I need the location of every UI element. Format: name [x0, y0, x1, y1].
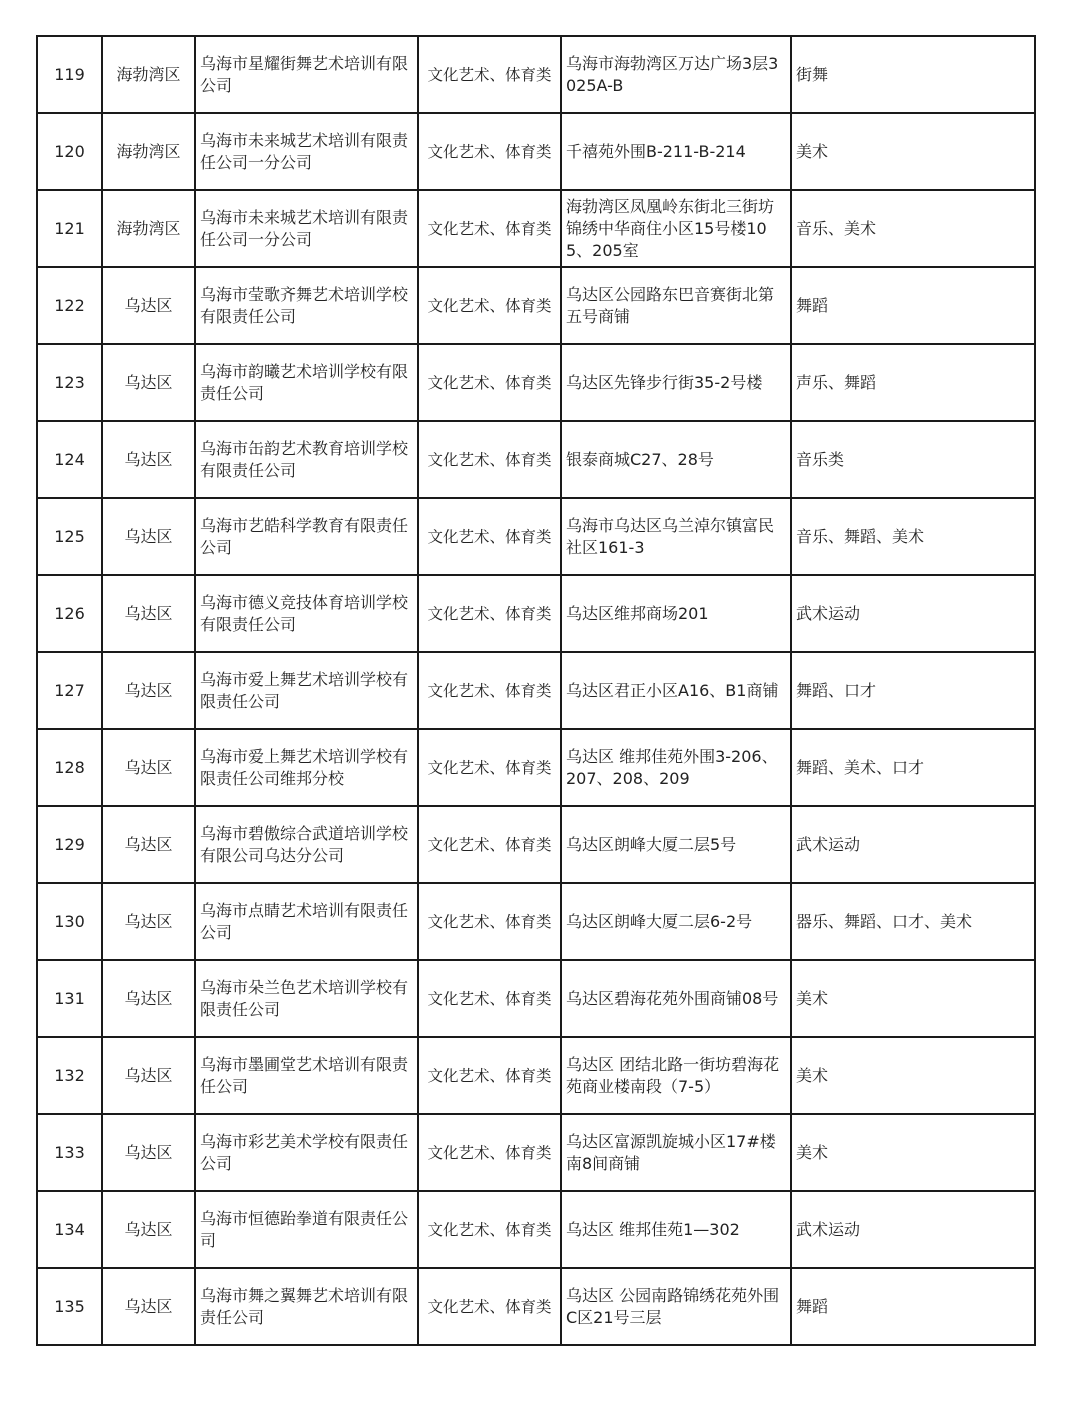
programs-cell: 器乐、舞蹈、口才、美术 — [791, 883, 1035, 960]
institution-name-cell: 乌海市恒德跆拳道有限责任公司 — [195, 1191, 418, 1268]
institution-name-cell: 乌海市未来城艺术培训有限责任公司一分公司 — [195, 113, 418, 190]
category-cell: 文化艺术、体育类 — [418, 806, 561, 883]
category-cell: 文化艺术、体育类 — [418, 113, 561, 190]
programs-cell: 音乐、美术 — [791, 190, 1035, 267]
programs-cell: 舞蹈、美术、口才 — [791, 729, 1035, 806]
programs-cell: 舞蹈 — [791, 1268, 1035, 1345]
programs-cell: 武术运动 — [791, 1191, 1035, 1268]
district-cell: 乌达区 — [102, 1037, 195, 1114]
programs-cell: 音乐类 — [791, 421, 1035, 498]
category-cell: 文化艺术、体育类 — [418, 575, 561, 652]
category-cell: 文化艺术、体育类 — [418, 1191, 561, 1268]
row-number: 119 — [37, 36, 102, 113]
address-cell: 乌达区先锋步行街35-2号楼 — [561, 344, 791, 421]
table-row — [37, 421, 1035, 498]
district-cell: 乌达区 — [102, 1191, 195, 1268]
category-cell: 文化艺术、体育类 — [418, 1037, 561, 1114]
address-cell: 海勃湾区凤凰岭东街北三街坊锦绣中华商住小区15号楼105、205室 — [561, 190, 791, 267]
institution-name-cell: 乌海市未来城艺术培训有限责任公司一分公司 — [195, 190, 418, 267]
institution-name-cell: 乌海市莹歌齐舞艺术培训学校有限责任公司 — [195, 267, 418, 344]
programs-cell: 美术 — [791, 1114, 1035, 1191]
table-row — [37, 190, 1035, 267]
table-row — [37, 1191, 1035, 1268]
row-number: 120 — [37, 113, 102, 190]
row-number: 133 — [37, 1114, 102, 1191]
address-cell: 乌达区 公园南路锦绣花苑外围C区21号三层 — [561, 1268, 791, 1345]
institution-name-cell: 乌海市韵曦艺术培训学校有限责任公司 — [195, 344, 418, 421]
district-cell: 海勃湾区 — [102, 113, 195, 190]
address-cell: 乌达区维邦商场201 — [561, 575, 791, 652]
institution-name-cell: 乌海市点睛艺术培训有限责任公司 — [195, 883, 418, 960]
table-row — [37, 267, 1035, 344]
district-cell: 乌达区 — [102, 806, 195, 883]
address-cell: 乌海市乌达区乌兰淖尔镇富民社区161-3 — [561, 498, 791, 575]
row-number: 132 — [37, 1037, 102, 1114]
district-cell: 乌达区 — [102, 883, 195, 960]
institution-name-cell: 乌海市艺皓科学教育有限责任公司 — [195, 498, 418, 575]
programs-cell: 声乐、舞蹈 — [791, 344, 1035, 421]
institution-name-cell: 乌海市缶韵艺术教育培训学校有限责任公司 — [195, 421, 418, 498]
institution-name-cell: 乌海市德义竞技体育培训学校有限责任公司 — [195, 575, 418, 652]
category-cell: 文化艺术、体育类 — [418, 1268, 561, 1345]
district-cell: 乌达区 — [102, 421, 195, 498]
category-cell: 文化艺术、体育类 — [418, 652, 561, 729]
row-number: 124 — [37, 421, 102, 498]
row-number: 134 — [37, 1191, 102, 1268]
category-cell: 文化艺术、体育类 — [418, 344, 561, 421]
district-cell: 乌达区 — [102, 267, 195, 344]
address-cell: 银泰商城C27、28号 — [561, 421, 791, 498]
address-cell: 乌达区公园路东巴音赛街北第五号商铺 — [561, 267, 791, 344]
category-cell: 文化艺术、体育类 — [418, 421, 561, 498]
institution-name-cell: 乌海市星耀街舞艺术培训有限公司 — [195, 36, 418, 113]
category-cell: 文化艺术、体育类 — [418, 729, 561, 806]
institution-name-cell: 乌海市爱上舞艺术培训学校有限责任公司 — [195, 652, 418, 729]
table-row — [37, 883, 1035, 960]
programs-cell: 美术 — [791, 1037, 1035, 1114]
district-cell: 海勃湾区 — [102, 190, 195, 267]
programs-cell: 武术运动 — [791, 575, 1035, 652]
address-cell: 乌达区君正小区A16、B1商铺 — [561, 652, 791, 729]
table-row — [37, 575, 1035, 652]
address-cell: 乌达区朗峰大厦二层5号 — [561, 806, 791, 883]
address-cell: 乌达区富源凯旋城小区17#楼南8间商铺 — [561, 1114, 791, 1191]
row-number: 126 — [37, 575, 102, 652]
row-number: 125 — [37, 498, 102, 575]
table-row — [37, 344, 1035, 421]
institution-name-cell: 乌海市朵兰色艺术培训学校有限责任公司 — [195, 960, 418, 1037]
row-number: 135 — [37, 1268, 102, 1345]
table-body — [37, 36, 1035, 1345]
category-cell: 文化艺术、体育类 — [418, 883, 561, 960]
institution-name-cell: 乌海市墨圃堂艺术培训有限责任公司 — [195, 1037, 418, 1114]
address-cell: 乌达区 维邦佳苑外围3-206、207、208、209 — [561, 729, 791, 806]
address-cell: 乌达区 维邦佳苑1—302 — [561, 1191, 791, 1268]
table-row — [37, 113, 1035, 190]
institution-name-cell: 乌海市舞之翼舞艺术培训有限责任公司 — [195, 1268, 418, 1345]
row-number: 129 — [37, 806, 102, 883]
district-cell: 乌达区 — [102, 1114, 195, 1191]
category-cell: 文化艺术、体育类 — [418, 267, 561, 344]
address-cell: 乌达区碧海花苑外围商铺08号 — [561, 960, 791, 1037]
table-row — [37, 960, 1035, 1037]
row-number: 123 — [37, 344, 102, 421]
programs-cell: 音乐、舞蹈、美术 — [791, 498, 1035, 575]
row-number: 131 — [37, 960, 102, 1037]
address-cell: 乌达区朗峰大厦二层6-2号 — [561, 883, 791, 960]
row-number: 122 — [37, 267, 102, 344]
table-row — [37, 652, 1035, 729]
institution-name-cell: 乌海市彩艺美术学校有限责任公司 — [195, 1114, 418, 1191]
programs-cell: 街舞 — [791, 36, 1035, 113]
district-cell: 乌达区 — [102, 575, 195, 652]
table-row — [37, 498, 1035, 575]
table-row — [37, 1114, 1035, 1191]
table-row — [37, 36, 1035, 113]
row-number: 127 — [37, 652, 102, 729]
row-number: 121 — [37, 190, 102, 267]
category-cell: 文化艺术、体育类 — [418, 498, 561, 575]
category-cell: 文化艺术、体育类 — [418, 1114, 561, 1191]
institution-table — [36, 35, 1036, 1346]
district-cell: 乌达区 — [102, 498, 195, 575]
district-cell: 海勃湾区 — [102, 36, 195, 113]
address-cell: 乌达区 团结北路一街坊碧海花苑商业楼南段（7-5） — [561, 1037, 791, 1114]
row-number: 130 — [37, 883, 102, 960]
district-cell: 乌达区 — [102, 344, 195, 421]
address-cell: 乌海市海勃湾区万达广场3层3025A-B — [561, 36, 791, 113]
district-cell: 乌达区 — [102, 960, 195, 1037]
programs-cell: 美术 — [791, 960, 1035, 1037]
table-row — [37, 1268, 1035, 1345]
programs-cell: 舞蹈、口才 — [791, 652, 1035, 729]
institution-name-cell: 乌海市爱上舞艺术培训学校有限责任公司维邦分校 — [195, 729, 418, 806]
category-cell: 文化艺术、体育类 — [418, 190, 561, 267]
address-cell: 千禧苑外围B-211-B-214 — [561, 113, 791, 190]
programs-cell: 武术运动 — [791, 806, 1035, 883]
district-cell: 乌达区 — [102, 1268, 195, 1345]
category-cell: 文化艺术、体育类 — [418, 36, 561, 113]
category-cell: 文化艺术、体育类 — [418, 960, 561, 1037]
institution-name-cell: 乌海市碧傲综合武道培训学校有限公司乌达分公司 — [195, 806, 418, 883]
row-number: 128 — [37, 729, 102, 806]
programs-cell: 美术 — [791, 113, 1035, 190]
district-cell: 乌达区 — [102, 652, 195, 729]
table-row — [37, 729, 1035, 806]
programs-cell: 舞蹈 — [791, 267, 1035, 344]
table-row — [37, 806, 1035, 883]
district-cell: 乌达区 — [102, 729, 195, 806]
table-row — [37, 1037, 1035, 1114]
